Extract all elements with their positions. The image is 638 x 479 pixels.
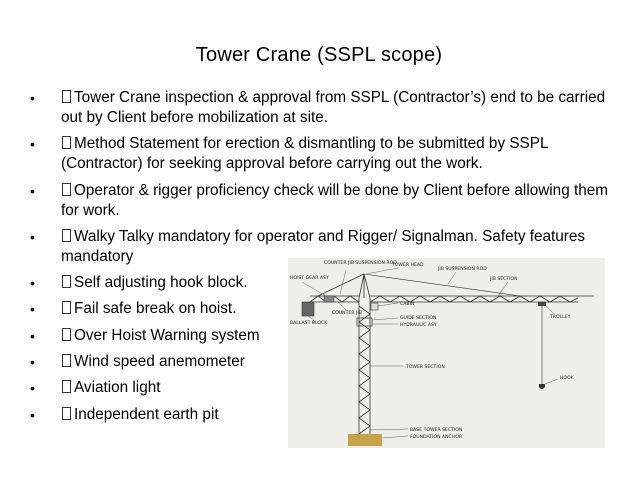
bullet-dot-icon: •: [30, 354, 35, 371]
leader-lines: [302, 268, 558, 438]
tower-mast: [359, 298, 370, 436]
bullet-dot-icon: •: [30, 182, 35, 199]
trolley: [538, 302, 546, 306]
missing-glyph-icon: [62, 183, 71, 196]
label-ballast-block: BALLAST BLOCK: [290, 321, 328, 326]
label-hoist-gear-asy: HOIST GEAR ASY: [290, 276, 329, 281]
missing-glyph-icon: [62, 380, 71, 393]
label-tower-section: TOWER SECTION: [406, 365, 445, 370]
missing-glyph-icon: [62, 301, 71, 314]
label-counter-jib: COUNTER JIB: [332, 311, 362, 316]
missing-glyph-icon: [62, 90, 71, 103]
bullet-dot-icon: •: [30, 90, 35, 106]
bullet-item: • Self adjusting hook block.: [30, 274, 248, 292]
tower-head: [359, 274, 370, 298]
bullet-item: • Operator & rigger proficiency check will be done by Client before allowing them for work.: [30, 181, 608, 219]
missing-glyph-icon: [62, 354, 71, 367]
label-counter-jib-suspension-rod: COUNTER JIB SUSPENSION ROD: [324, 261, 397, 266]
missing-glyph-icon: [62, 275, 71, 288]
label-cabin: CABIN: [400, 302, 415, 307]
bullet-dot-icon: •: [30, 228, 35, 245]
bullet-dot-icon: •: [30, 327, 35, 344]
bullet-dot-icon: •: [30, 301, 35, 318]
missing-glyph-icon: [62, 229, 71, 242]
bullet-dot-icon: •: [30, 406, 35, 423]
ballast-block: [302, 302, 314, 316]
bullet-item: • Method Statement for erection & dismantling to be submitted by SSPL (Contractor) for seeking approval before carrying out the work.: [30, 135, 548, 173]
hoist-gear: [324, 296, 334, 302]
page-title: Tower Crane (SSPL scope): [195, 44, 443, 66]
label-hook: HOOK: [560, 376, 574, 381]
bullet-item: • Fail safe break on hoist.: [30, 300, 237, 318]
label-trolley: TROLLEY: [550, 315, 571, 320]
label-hydraulic-asy: HYDRAULIC ASY: [400, 323, 437, 328]
label-guide-section: GUIDE SECTION: [400, 316, 437, 321]
bullet-item: • Over Hoist Warning system: [30, 326, 260, 344]
foundation-anchor-block: [348, 434, 382, 446]
tower-crane-drawing: [288, 258, 605, 448]
missing-glyph-icon: [62, 407, 71, 420]
hook-icon: [539, 384, 545, 389]
bullet-item: • Independent earth pit: [30, 405, 219, 423]
bullet-item: • Tower Crane inspection & approval from SSPL (Contractor’s) end to be carried out by Client before mobilization at site.: [30, 89, 606, 126]
bullet-item: • Walky Talky mandatory for operator and Rigger/ Signalman. Safety features mandatory: [30, 227, 585, 265]
label-jib-suspension-rod: JIB SUSPENSION ROD: [438, 267, 487, 272]
cabin: [371, 303, 378, 310]
label-tower-head: TOWER HEAD: [392, 263, 424, 268]
bullet-dot-icon: •: [30, 136, 35, 153]
missing-glyph-icon: [62, 328, 71, 341]
bullet-item: • Wind speed anemometer: [30, 353, 245, 371]
label-foundation-anchor: FOUNDATION ANCHOR: [410, 435, 463, 440]
label-base-tower-section: BASE TOWER SECTION: [410, 428, 463, 433]
missing-glyph-icon: [62, 136, 71, 149]
label-jib-section: JIB SECTION: [490, 277, 518, 282]
bullet-item: • Aviation light: [30, 379, 161, 397]
tower-crane-diagram: [288, 258, 605, 448]
bullet-dot-icon: •: [30, 275, 35, 292]
bullet-dot-icon: •: [30, 380, 35, 397]
